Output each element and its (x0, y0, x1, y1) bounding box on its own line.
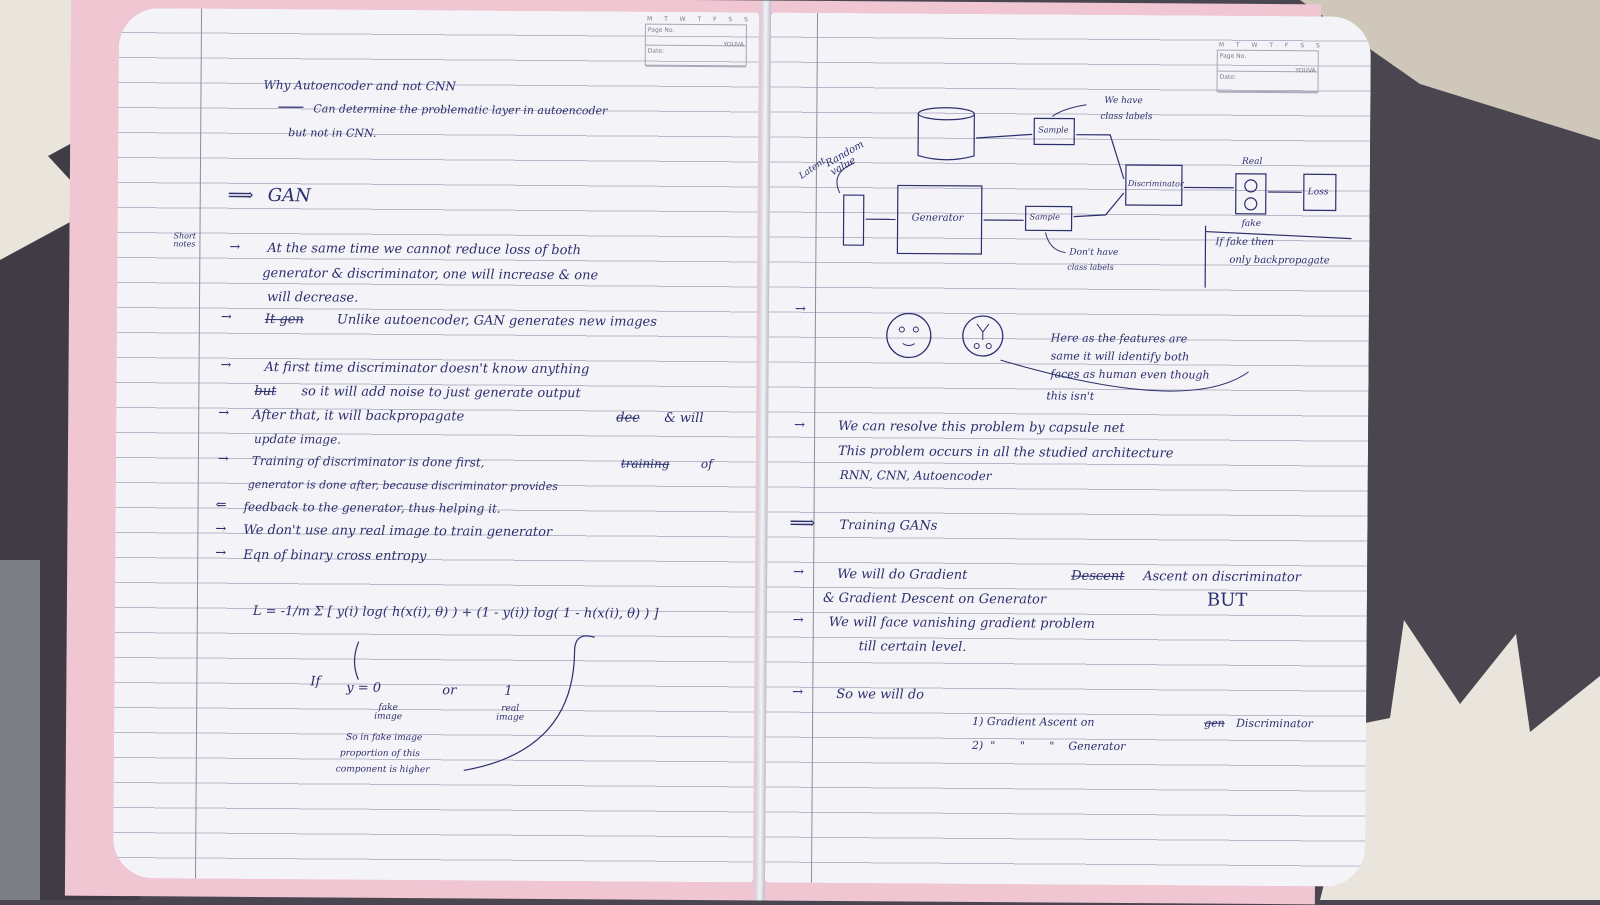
page-no-label: Page No. (646, 25, 746, 47)
note-line1: So in fake image (346, 734, 422, 744)
r4-line1: So we will do (836, 688, 924, 702)
face-human-eye-left (899, 327, 904, 332)
date-label-right: Date: (1218, 72, 1318, 94)
p5-line1b: of (701, 458, 713, 470)
p5-line1: Training of discriminator is done first, (252, 455, 485, 469)
note-line2: proportion of this (340, 750, 420, 760)
r2-line1b: Ascent on discriminator (1143, 570, 1301, 584)
brand-label: YOUVA (724, 41, 744, 48)
label-we-have: We have (1104, 97, 1142, 106)
right-page (765, 13, 1371, 887)
arrow-r0: → (795, 303, 806, 316)
label-real: Real (1242, 158, 1262, 167)
p4-line1b: & will (664, 412, 703, 425)
r2-line2: & Gradient Descent on Generator (823, 592, 1046, 607)
or-label: or (442, 684, 456, 697)
face-human-icon (887, 313, 931, 357)
one-label: 1 (504, 685, 512, 698)
r2-but: BUT (1207, 592, 1248, 610)
arrow-7: → (215, 523, 226, 536)
arrow-6: ⇐ (216, 499, 227, 512)
r4-item1: 1) Gradient Ascent on (972, 716, 1095, 728)
left-page-annotations (113, 8, 759, 882)
label-class-labels: class labels (1100, 113, 1152, 122)
laptop-edge (0, 560, 40, 900)
heading-training-gans: Training GANs (839, 519, 937, 533)
heading-gan: GAN (268, 187, 311, 205)
p3-line2: so it will add noise to just generate output (301, 385, 580, 400)
label-generator: Generator (912, 214, 964, 224)
arrow-1: → (229, 241, 240, 254)
arrow-r2: → (793, 566, 804, 579)
fake-image-label: fake image (368, 704, 408, 722)
r1-line2: This problem occurs in all the studied architecture (838, 445, 1174, 460)
label-fake: fake (1242, 220, 1262, 229)
arrow-2: → (221, 311, 232, 324)
label-only-backprop: only backpropagate (1229, 256, 1329, 267)
brand-label-right: YOUVA (1295, 67, 1315, 74)
faces-note-3: faces as human even though (1051, 368, 1210, 380)
notebook (65, 0, 1321, 904)
label-discriminator: Discriminator (1128, 180, 1184, 188)
r2-strike: Descent (1071, 570, 1124, 583)
arrow-8: → (215, 547, 226, 560)
p4-line1: After that, it will backpropagate (252, 409, 464, 423)
arrow-4: → (218, 407, 229, 420)
faces-note-2: same it will identify both (1051, 350, 1190, 362)
label-sample-top: Sample (1038, 126, 1068, 134)
faces-note-4: this isn't (1046, 390, 1094, 401)
bullet-autoencoder-sub: Can determine the problematic layer in autoencoder (313, 103, 607, 116)
label-latent: Latent (798, 157, 828, 181)
arrow-r4: → (792, 686, 803, 699)
margin-note: Short notes (173, 232, 203, 248)
label-loss: Loss (1308, 188, 1329, 197)
if-label: If (310, 675, 320, 688)
left-page (113, 8, 759, 882)
page-no-label-right: Page No. (1218, 51, 1318, 73)
label-sample-bottom: Sample (1030, 213, 1060, 221)
p3-strike: but (254, 385, 276, 398)
p8-line1: Eqn of binary cross entropy (243, 549, 426, 563)
bullet-autoencoder-sub2: but not in CNN. (288, 127, 376, 139)
face-scrambled-mouth (977, 324, 989, 340)
label-if-fake: If fake then (1215, 238, 1274, 248)
p2-strike: It gen (265, 313, 304, 326)
arrow-to-component (464, 635, 595, 771)
p4-strike: dee (616, 411, 640, 424)
arrow-5: → (218, 453, 229, 466)
date-label: Date: (646, 46, 746, 68)
p1-line3: will decrease. (267, 291, 358, 305)
r3-line1: We will face vanishing gradient problem (829, 616, 1095, 631)
r4-item1b: Discriminator (1236, 718, 1313, 730)
arrow-r1: → (794, 419, 805, 432)
r2-line1a: We will do Gradient (837, 568, 967, 582)
r3-line2: till certain level. (859, 640, 967, 654)
weekday-strip: M T W T F S S (647, 16, 753, 24)
label-dont-have-2: class labels (1067, 264, 1113, 272)
r4-item2: 2) " " " Generator (972, 740, 1125, 752)
heading-arrow-right: ⟹ (789, 515, 815, 533)
face-scrambled-eye-right (986, 344, 991, 349)
label-dont-have: Don't have (1069, 249, 1118, 258)
r1-line1: We can resolve this problem by capsule net (838, 420, 1125, 435)
r4-strike: gen (1204, 718, 1225, 729)
face-scrambled-eye-left (974, 343, 979, 348)
bullet-autoencoder: Why Autoencoder and not CNN (263, 79, 455, 92)
p5-strike: training (621, 457, 670, 469)
p6-line1: feedback to the generator, thus helping it. (244, 501, 501, 515)
real-image-label: real image (490, 705, 530, 723)
y-equals: y = 0 (346, 682, 381, 695)
note-line3: component is higher (336, 766, 430, 776)
heading-arrow: ⟹ (228, 187, 254, 205)
faces-note-1: Here as the features are (1051, 332, 1188, 344)
p3-line1: At first time discriminator doesn't know anything (265, 361, 590, 376)
face-human-eye-right (913, 327, 918, 332)
arrow-r3: → (793, 614, 804, 627)
p4-line2: update image. (254, 433, 341, 446)
p2-line1: Unlike autoencoder, GAN generates new images (337, 314, 657, 329)
arrow-to-y (354, 642, 358, 680)
weekday-strip-right: M T W T F S S (1219, 42, 1325, 50)
r1-line3: RNN, CNN, Autoencoder (840, 469, 992, 482)
arrow-3: → (221, 359, 232, 372)
p7-line1: We don't use any real image to train generator (243, 524, 552, 539)
loss-formula: L = -1/m Σ [ y(i) log( h(x(i), θ) ) + (1 - y(i)) log( 1 - h(x(i), θ) ) ] (253, 605, 659, 621)
face-human-mouth (903, 343, 915, 345)
label-random-value: Random value (824, 136, 877, 178)
p1-line1: At the same time we cannot reduce loss of both (267, 242, 581, 257)
p5-line2: generator is done after, because discriminator provides (248, 479, 558, 492)
p1-line2: generator & discriminator, one will increase & one (262, 267, 598, 282)
